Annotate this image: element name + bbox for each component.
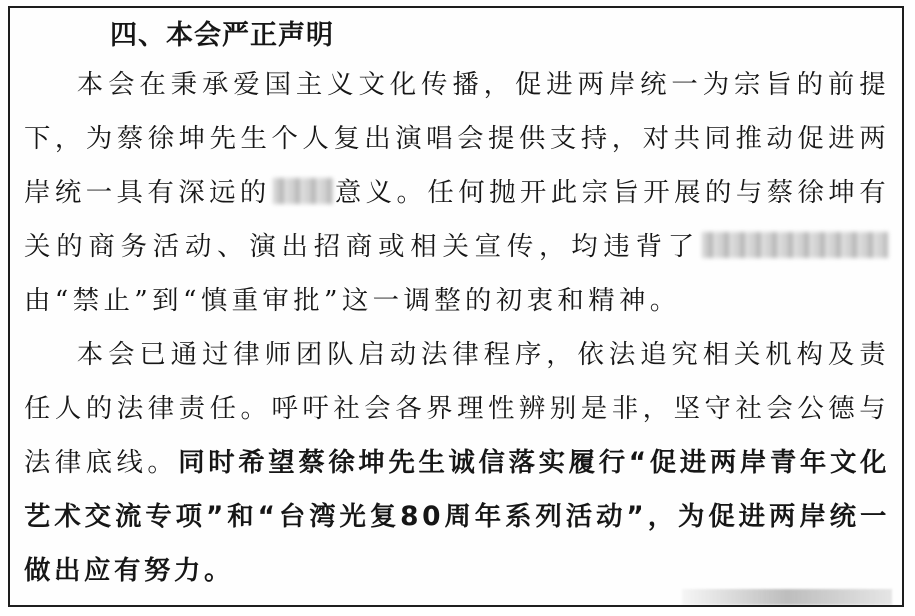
paragraph-1 bbox=[24, 58, 890, 328]
redacted-text-blur-long bbox=[702, 232, 888, 258]
source-watermark bbox=[682, 589, 892, 605]
redacted-text-blur bbox=[273, 178, 333, 204]
document-frame bbox=[8, 6, 904, 607]
paragraph-1-text-c: 由“禁止”到“慎重审批”这一调整的初衷和精神。 bbox=[24, 285, 681, 316]
paragraph-2-bold-text: 同时希望蔡徐坤先生诚信落实履行“促进两岸青年文化艺术交流专项”和“台湾光复80周年系列活动”，为促进两岸统一做出应有努力。 bbox=[24, 447, 890, 586]
paragraph-2 bbox=[24, 328, 890, 598]
paragraph-2-text: 本会已通过律师团队启动法律程序，依法追究相关机构及责任人的法律责任。呼吁社会各界理性辨别是非，坚守社会公德与法律底线。 bbox=[24, 339, 890, 478]
paragraph-1-text-a: 本会在秉承爱国主义文化传播，促进两岸统一为宗旨的前提下，为蔡徐坤先生个人复出演唱会提供支持，对共同推动促进两岸统一具有深远的 bbox=[24, 69, 890, 208]
document-body bbox=[24, 14, 890, 598]
paragraph-1-text-b: 意义。任何抛开此宗旨开展的与蔡徐坤有关的商务活动、演出招商或相关宣传，均违背了 bbox=[24, 177, 891, 262]
section-heading: 四、本会严正声明 bbox=[110, 20, 334, 51]
